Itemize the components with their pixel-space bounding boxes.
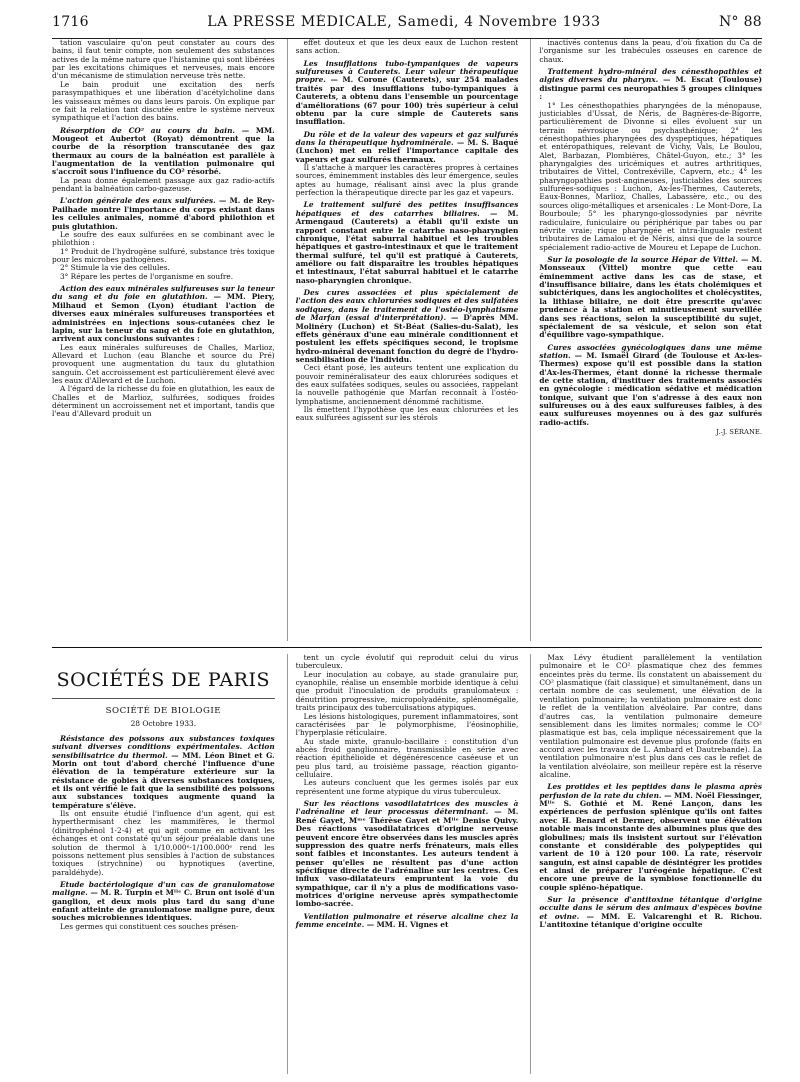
article-heading-paragraph [539,783,762,892]
section-separator [52,647,762,648]
issue-number: N° 88 [718,14,762,30]
paragraph: inactivés contenus dans la peau, d'où fixation du Ca de l'organisme sur les trabécules osseuses en carence de chaux. [539,39,762,64]
bottom-column-3 [530,654,762,1074]
article-body: — M. S. Baqué (Luchon) met en relief l'importance capitale des vapeurs et gaz sulfurés thermaux. [295,137,519,164]
paragraph: Les germes qui constituent ces souches présen- [60,921,239,931]
paragraph: Les auteurs concluent que les germes isolés par eux représentent une forme atypique du virus tuberculeux. [295,778,519,796]
paragraph: 1° Les cénesthopathies pharyngées de la ménopause, justiciables d'Ussat, de Néris, de Bagnères-de-Bigorre, particulièrement de Divonne si elles évoluent sur un terrain névrosique ou psychasthénique; 2° les cénesthopathies pharyngées des dyspeptiques, hépatiques et entéropathiques, relevant de Vichy, Vals, Le Boulou, Alet, Barbazan, Plombières, Châtel-Guyon, etc.; 3° les pharyngalgies des uricémiques et autres arthritiques, tributaires de Vittel, Contrexéville, Capvern, etc.; 4° les pharyngopathies post-angineuses, justiciables des sources sulfurées-sodiques : Luchon, Ax-les-Thermes, Cauterets, Eaux-Bonnes, Marlioz, Challes, Labassère, etc., ou des sources oligo-métalliques et arsenicales : Le Mont-Dore, La Bourboule; 5° les pharyngo-glossodynies par névrite radiculaire, funiculaire ou périphérique par tabes ou par névrite vraie; rique pharyngée et intra-linguale restent tributaires de Lamalou et de Néris, ainsi que de la source spécialement radio-active de Moureu et Lepape de Luchon. [539,100,762,252]
bottom-column-1 [52,654,275,1074]
paragraph: 3° Répare les pertes de l'organisme en soufre. [60,271,234,281]
paragraph: Max Lévy étudient parallèlement la ventilation pulmonaire et le CO² plasmatique chez des femmes enceintes près du terme. Ils constatent un abaissement du CO² plasmatique (fait classique) et simultanément, dans un certain nombre de cas seulement, une élévation de la ventilation pulmonaire; la ventilation pulmonaire est donc le reflet de la ventilation alvéolaire. Par contre, dans d'autres cas, la ventilation pulmonaire demeure sensiblement dans les limites normales; comme le CO² plasmatique est bas, cela implique nécessairement que la ventilation pulmonaire est devenue plus profonde (faits en accord avec les travaux de L. Ambard et Dautrebande). La ventilation pulmonaire n'est plus dans ces cas le reflet de la ventilation alvéolaire, son meilleur repère est la réserve alcaline. [539,654,762,780]
article-title: Le traitement sulfuré des petites insuffisances hépatiques et des catarrhes biliaires. [295,200,519,218]
article-title: Ventilation pulmonaire et réserve alcaline chez la femme enceinte. [295,911,519,930]
bottom-column-2 [287,654,519,1074]
article-title: Du rôle et de la valeur des vapeurs et gaz sulfurés dans la thérapeutique hydrominérale. [295,129,519,147]
article-body: — MM. E. Valcarenghi et R. Richou. L'antitoxine tétanique d'origine occulte [539,911,762,930]
article-heading-paragraph [539,896,762,929]
article-heading-paragraph [52,127,275,177]
article-heading-paragraph [296,800,519,909]
issue-date: Samedi, 4 Novembre 1933 [397,14,601,30]
article-body: — MM. Piery, Milhaud et Semon (Lyon) étudiant l'action de diverses eaux minérales sulfureuses transportées et administrées en injections sous-cutanées chez le lapin, sur la teneur du sang et du foie en glutathion, arrivent aux conclusions suivantes : [52,292,275,344]
article-body: — M. R. Turpin et Mˡˡᵉ C. Brun ont isolé d'un ganglion, et deux mois plus tard du sang d'une enfant atteinte de granulomatose maligne pure, deux souches microbiennes identiques. [52,888,275,923]
paragraph: effet douteux et que les deux eaux de Luchon restent sans action. [295,39,519,56]
signature: J.-J. SÉRANE. [716,428,762,437]
article-body: — M. Ismaël Girard (de Toulouse et Ax-les-Thermes) expose qu'il est possible dans la station d'Ax-les-Thermes, étant donné la richesse thermale de cette station, d'instituer des traitements associés en gynécologie : médication sédative et médication tonique, suivant que l'on s'adresse à des eaux non sulfureuses ou à des eaux sulfureuses faibles, à des eaux sulfureuses moyennes ou à des gaz sulfurés radio-actifs. [539,350,762,427]
article-heading-paragraph [296,913,519,930]
paragraph: tation vasculaire qu'on peut constater au cours des bains, il faut tenir compte, non seulement des substances actives de la même nature que l'histamine qui sont libérées par les excitations chimiques et nerveuses, mais encore d'un mécanisme de stimulation nerveuse très nette. [52,39,275,81]
article-heading-paragraph [296,131,519,164]
article-body: — M. Armengaud (Cauterets) a établi qu'il existe un rapport constant entre le catarrhe naso-pharyngien chronique, l'état saburral habituel et les troubles hépatiques et gastro-intestinaux et que le traitement thermal sulfuré, tel qu'il est pratiqué à Cauterets, améliore ou fait disparaître les troubles hépatiques et intestinaux, l'état saburral habituel et le catarrhe naso-pharyngien chronique. [295,208,519,285]
top-columns [52,39,762,641]
article-heading-paragraph [296,201,519,285]
article-body: — MM. Léon Binet et G. Morin ont tout d'abord cherché l'influence d'une élévation de la température extérieure sur la résistance de gobies à diverses substances toxiques, et ils ont vérifié le fait que la sensibilité des poissons aux substances toxiques augmente quand la température s'élève. [52,750,275,810]
article-body: — D'après MM. Molinéry (Luchon) et St-Béat (Salies-du-Salat), les effets généraux d'une eau minérale conditionnent et postulent les effets spécifiques second, le tropisme hydro-minéral devenant fonction du degré de l'hydro-sensibilisation de l'individu. [295,313,519,364]
article-title: Traitement hydro-minéral des cénesthopathies et algies diverses du pharynx. [539,67,762,85]
paragraph: tent un cycle évolutif qui reproduit celui du virus tuberculeux. [295,654,519,671]
section-title: SOCIÉTÉS DE PARIS [56,669,270,691]
article-title: Etude bactériologique d'un cas de granulomatose maligne. [52,880,275,898]
top-column-3 [530,39,762,641]
society-date: 28 Octobre 1933. [130,719,197,729]
page-number: 1716 [52,14,89,30]
top-column-2 [287,39,519,641]
article-title: Résistance des poissons aux substances toxiques suivant diverses conditions expérimentales. Action sensibilisatrice du thermol. [52,733,275,760]
article-body: — MM. Mougeot et Aubertot (Royat) démontrent que la courbe de la résorption transcutanée des gaz thermaux au cours de la balnéation est parallèle à l'augmentation de la ventilation pulmonaire qui s'accroît sous l'influence du CO² résorbé. [52,125,275,177]
article-body: — MM. Noël Fiessinger, Mˡˡᵉ S. Gothié et M. René Lançon, dans les expériences de perfusion splénique qu'ils ont faites avec H. Benard et Dermer, observent une élévation notable mais inconstante des albumines plus que des globulines; mais ils insistent surtout sur l'élévation constante et considérable des polypeptides qui varient de 10 à 120 pour 100. La rate, réservoir sanguin, est ainsi capable de désintégrer les protides et ainsi de préparer l'uréogénie hépatique. C'est encore une preuve de la symbiose fonctionnelle du couple spléno-hépatique. [539,790,762,892]
article-title: Sur la posologie de la source Hépar de Vittel. [547,254,738,264]
paragraph: Ils émettent l'hypothèse que les eaux chlorurées et les eaux sulfurées agissent sur les stérols [295,405,519,423]
article-heading-paragraph [539,256,762,340]
article-body: — M. de Rey-Pailhade montre l'importance du corps existant dans les cellules animales, nommé d'abord philothion et puis glutathion. [52,196,275,231]
newspaper-page [52,14,762,1074]
bottom-column-1-body [52,735,275,931]
article-heading-paragraph [52,285,275,344]
top-column-1 [52,39,275,641]
paragraph: Les lésions histologiques, purement inflammatoires, sont caractérisées par le polymorphisme, l'éosinophilie, l'hyperplasie réticulaire. [295,711,519,738]
article-heading-paragraph [52,197,275,230]
article-heading-paragraph [539,68,762,101]
article-title: Sur les réactions vasodilatatrices des muscles à l'adrénaline et leur processus déterminant. [295,799,519,817]
paragraph: Ceci étant posé, les auteurs tentent une explication du pouvoir reminéralisateur des eaux chlorurées sodiques et des eaux sulfatées sodiques, seules ou associées, rappelant la nouvelle pathogénie que Marfan reconnaît à l'ostéo-lymphatisme, anciennement dénommé rachitisme. [295,363,519,406]
article-body: — M. René Gayet, Mᵐᵉ Thérèse Gayet et Mˡˡᵉ Denise Quivy. Des réactions vasodilatatrices d'origine nerveuse peuvent encore être observées dans les muscles après suppression des quatre nerfs frénateurs, mais elles sont faibles et inconstantes. Les auteurs tendent à penser qu'elles ne résultent pas d'une action spécifique directe de l'adrénaline sur les centres. Ces influx vaso-dilatateurs empruntent la voie du sympathique, car il n'y a plus de modifications vaso-motrices d'origine nerveuse après sympathectomie lombo-sacrée. [295,807,519,909]
article-title: Action des eaux minérales sulfureuses sur la teneur du sang et du foie en glutathion. [52,284,275,302]
society-title: SOCIÉTÉ DE BIOLOGIE [105,705,222,716]
article-body: — MM. H. Vignes et [366,920,449,930]
section-title-rule [52,698,275,699]
article-heading-paragraph [296,60,519,127]
article-heading-paragraph [539,344,762,428]
paragraph: Le bain produit une excitation des nerfs parasympathiques et une libération d'acétylcholine dans les vaisseaux mêmes ou dans leurs parois. On explique par ce fait la relation tant discutée entre le système nerveux sympathique et l'action des bains. [52,79,275,123]
article-title: L'action générale des eaux sulfurées. [60,196,216,206]
paragraph: La peau donne également passage aux gaz radio-actifs pendant la balnéation carbo-gazeuse. [52,175,275,194]
article-body: — M. Corone (Cauterets), sur 254 malades traités par des insufflations tubo-tympaniques à Cauterets, a obtenu dans l'ensemble un pourcentage d'améliorations (67 pour 100) très supérieur à celui obtenu par la cure simple de Cauterets sans insufflation. [295,75,519,127]
journal-title: LA PRESSE MÉDICALE, [207,14,393,30]
paragraph: 2° Stimule la vie des cellules. [60,263,170,273]
bottom-columns [52,654,762,1074]
paragraph: Le soufre des eaux sulfurées en se combinant avec le philothion : [52,229,275,248]
article-heading-paragraph [52,735,275,810]
article-title: Cures associées gynécologiques dans une même station. [539,342,762,360]
paragraph: Au stade mixte, granulo-bacillaire : constitution d'un abcès froid ganglionnaire, transmissible en série avec réaction épithélioïde et dégénérescence caséeuse et un peu plus tard, au troisième passage, réaction giganto-cellulaire. [295,736,519,780]
paragraph: A l'égard de la richesse du foie en glutathion, les eaux de Challes et de Marlioz, sulfurées, sodiques froides déterminent un accroissement net et important, tandis que l'eau d'Allevard produit un [52,384,275,419]
paragraph: Leur inoculation au cobaye, au stade granulaire pur, cyanophile, réalise un ensemble morbide identique à celui que produit l'inoculation de produits granulomateux : dénutrition progressive, micropolyadénite, splénomégalie, traits principaux des tuberculisations atypiques. [295,669,519,713]
paragraph: Il s'attache à marquer les caractères propres à certaines sources, éminemment instables dès leur émergence, seules aptes au humage, réalisant ainsi avec la plus grande perfection la thérapeutique directe par les gaz et vapeurs. [295,163,519,198]
article-heading-paragraph [296,289,519,364]
paragraph: 1° Produit de l'hydrogène sulfuré, substance très toxique pour les microbes pathogènes. [52,246,275,264]
article-body: — M. Monsseaux (Vittel) montre que cette eau éminemment active dans les cas de stase, et d'insuffisance biliaire, dans les états cholémiques et subictériques, dans les angiocholites et cholécystites, la lithiase biliaire, ne doit être prescrite qu'avec prudence à la station et minutieusement surveillée dans ses réactions, selon la susceptibilité du sujet, spécialement de sa vésicule, et selon son état d'équilibre vago-sympathique. [539,254,762,340]
article-heading-paragraph [52,881,275,923]
paragraph: Ils ont ensuite étudié l'influence d'un agent, qui est hyperthermisant chez les mammifères, le thermol (dinitrophénol 1-2-4) et qui agit comme en activant les échanges et ont constaté qu'un séjour préalable dans une solution de thermol à 1/10.000ᵉ-1/100.000ᵉ rend les poissons nettement plus sensibles à l'action de substances toxiques (strychnine) ou hypnotiques (avertine, paraldéhyde). [52,809,275,877]
running-header [52,14,762,36]
paragraph: Les eaux minérales sulfureuses de Challes, Marlioz, Allevard et Luchon (eau Blanche et source du Pré) provoquent une augmentation du taux du glutathion sanguin. Cet accroissement est particulièrement élevé avec les eaux d'Allevard et de Luchon. [52,342,275,386]
article-title: Des cures associées et plus spécialement de l'action des eaux chlorurées sodiques et des sulfatées sodiques, dans le traitement de l'ostéo-lymphatisme de Marfan (essai d'interprétation). [295,288,519,323]
journal-title-line [207,14,600,30]
article-title: Les insufflations tubo-tympaniques de vapeurs sulfureuses à Cauterets. Leur valeur thérapeutique propre. [295,58,519,85]
article-title: Résorption de CO² au cours du bain. [60,125,235,135]
article-title: Sur la présence d'antitoxine tétanique d'origine occulte dans le sérum des animaux d'espèces bovine et ovine. [539,895,762,921]
article-body: — M. Escat (Toulouse) distingue parmi ces neuropathies 5 groupes cliniques : [539,75,762,102]
article-title: Les protides et les peptides dans le plasma après perfusion de la rate du chien. [539,782,762,800]
